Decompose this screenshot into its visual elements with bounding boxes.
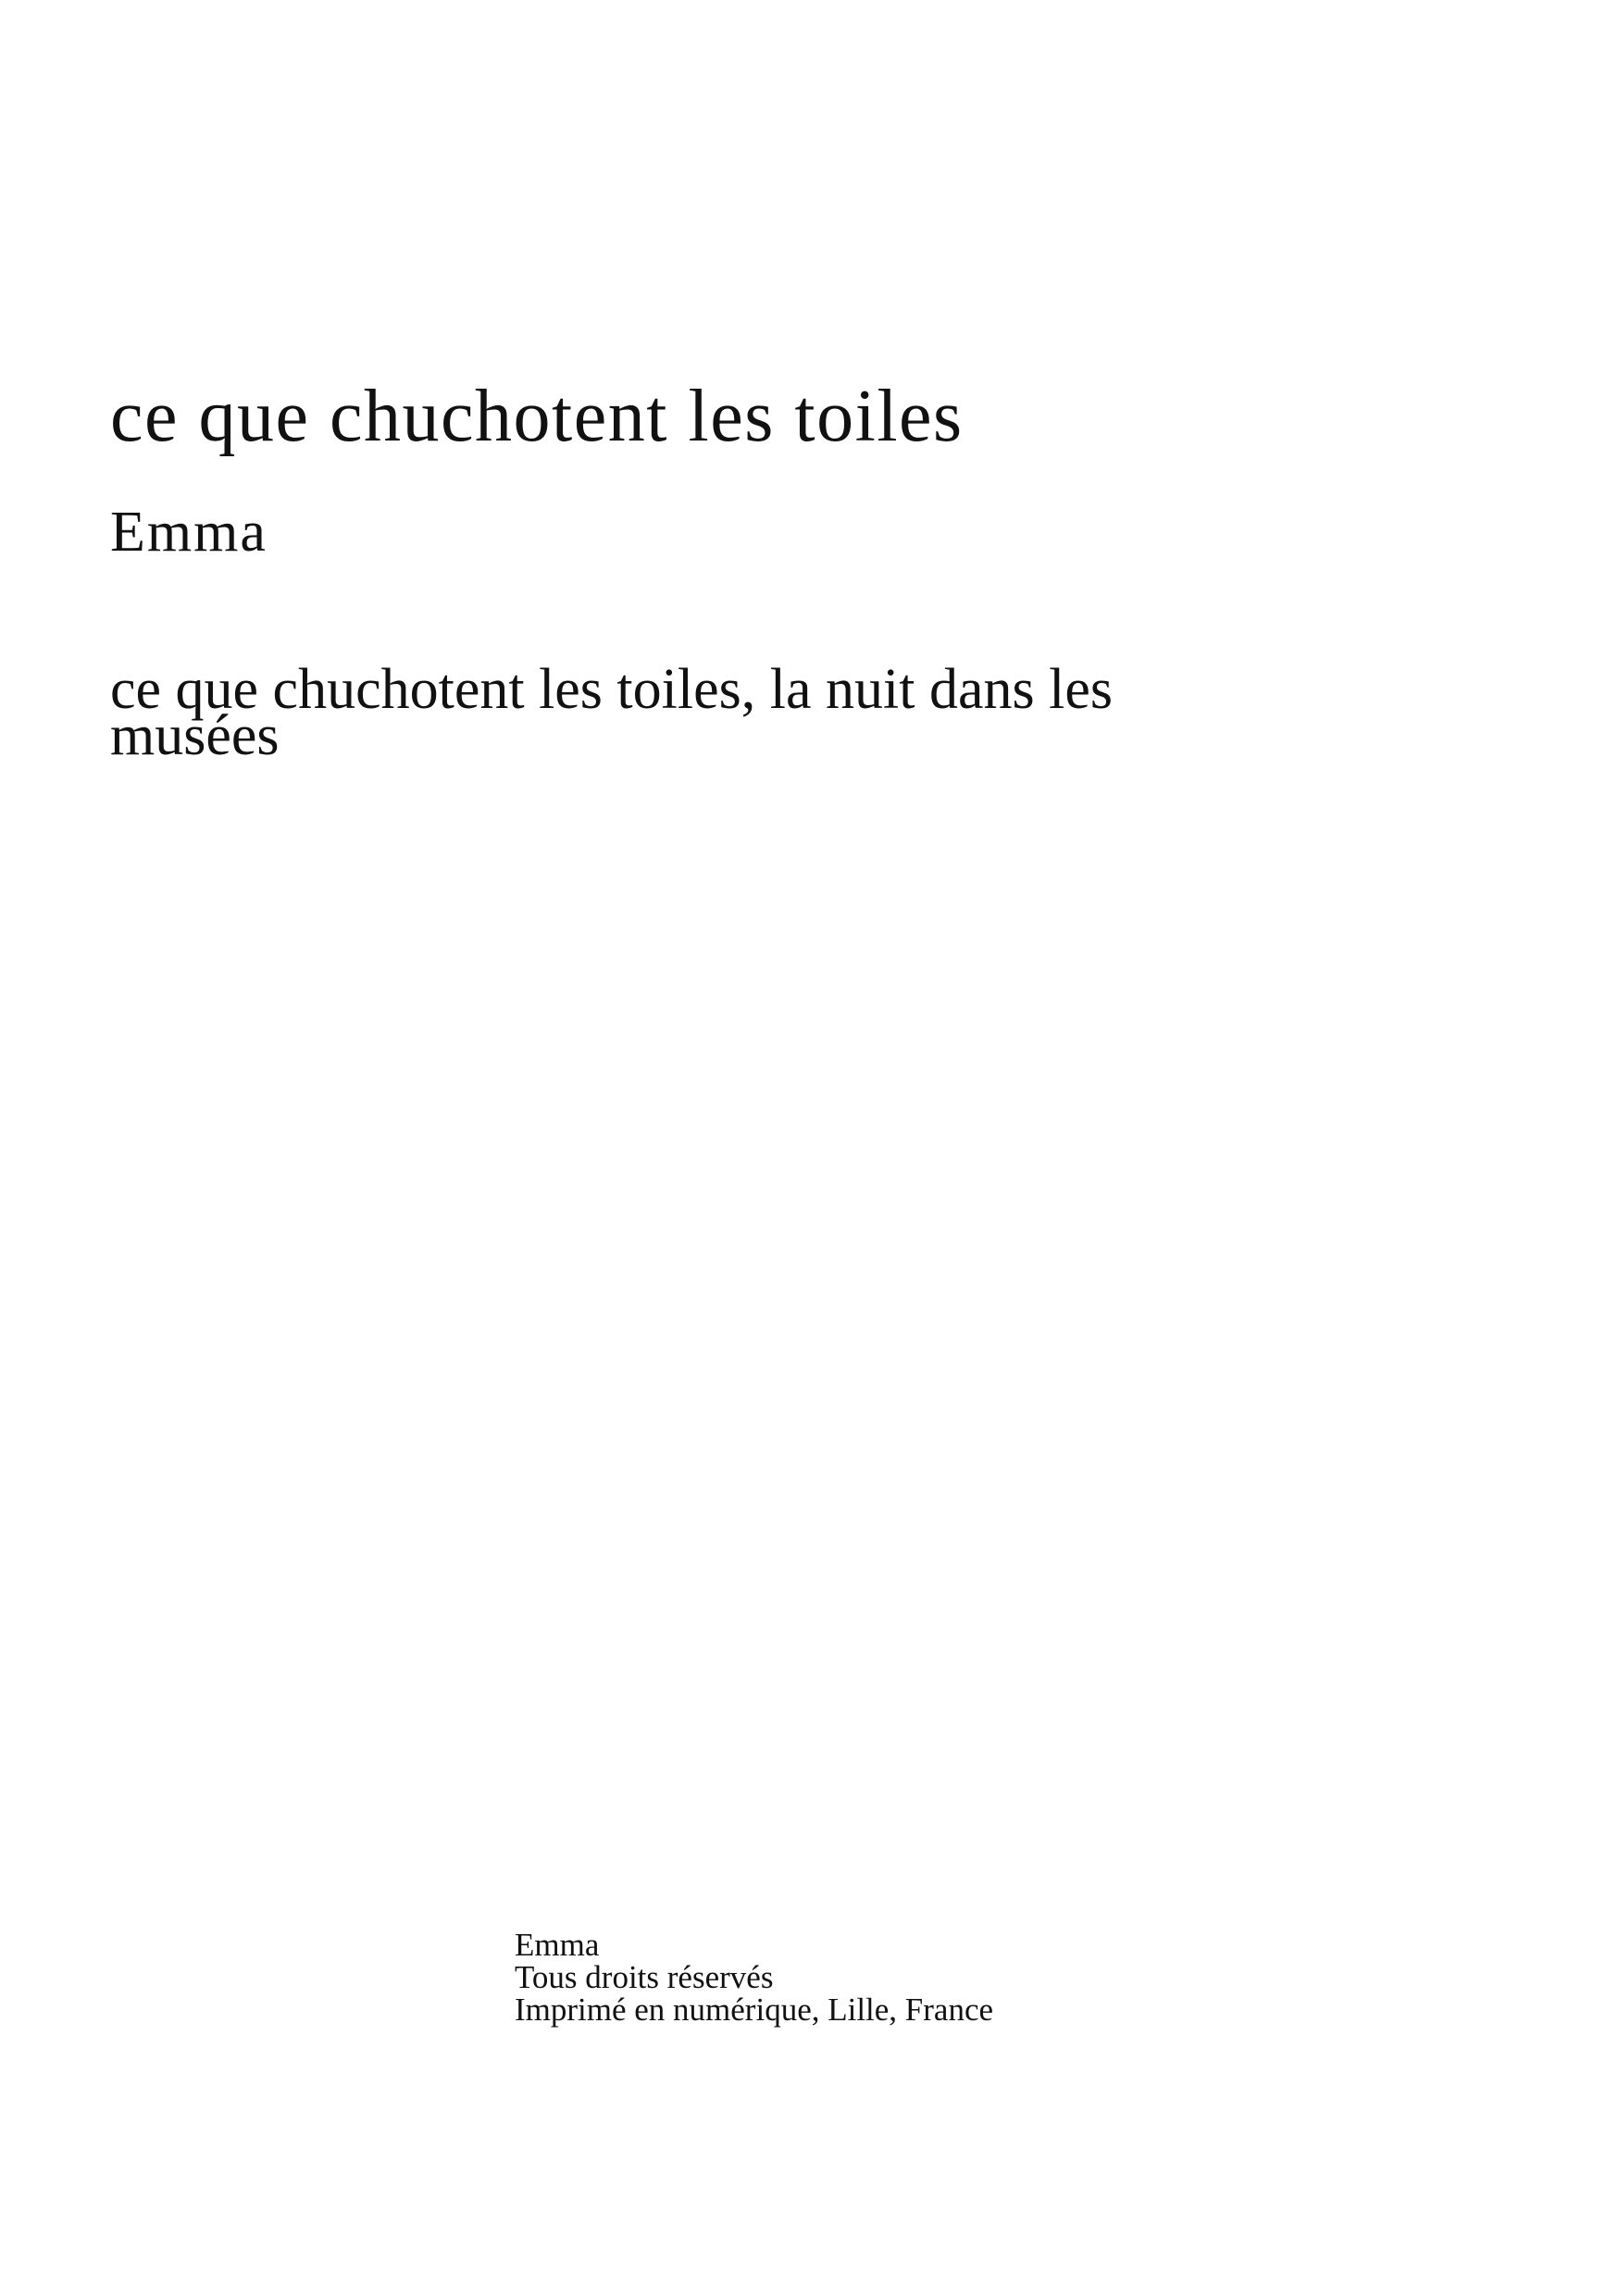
book-title: ce que chuchotent les toiles: [110, 376, 964, 457]
book-author: Emma: [110, 501, 268, 564]
colophon-author: Emma: [515, 1927, 600, 1963]
colophon-printing: Imprimé en numérique, Lille, France: [515, 1992, 994, 2028]
book-subtitle: ce que chuchotent les toiles, la nuit dans les musées: [110, 658, 1113, 767]
colophon: [515, 1929, 993, 2026]
colophon-rights: Tous droits réservés: [515, 1959, 774, 1995]
